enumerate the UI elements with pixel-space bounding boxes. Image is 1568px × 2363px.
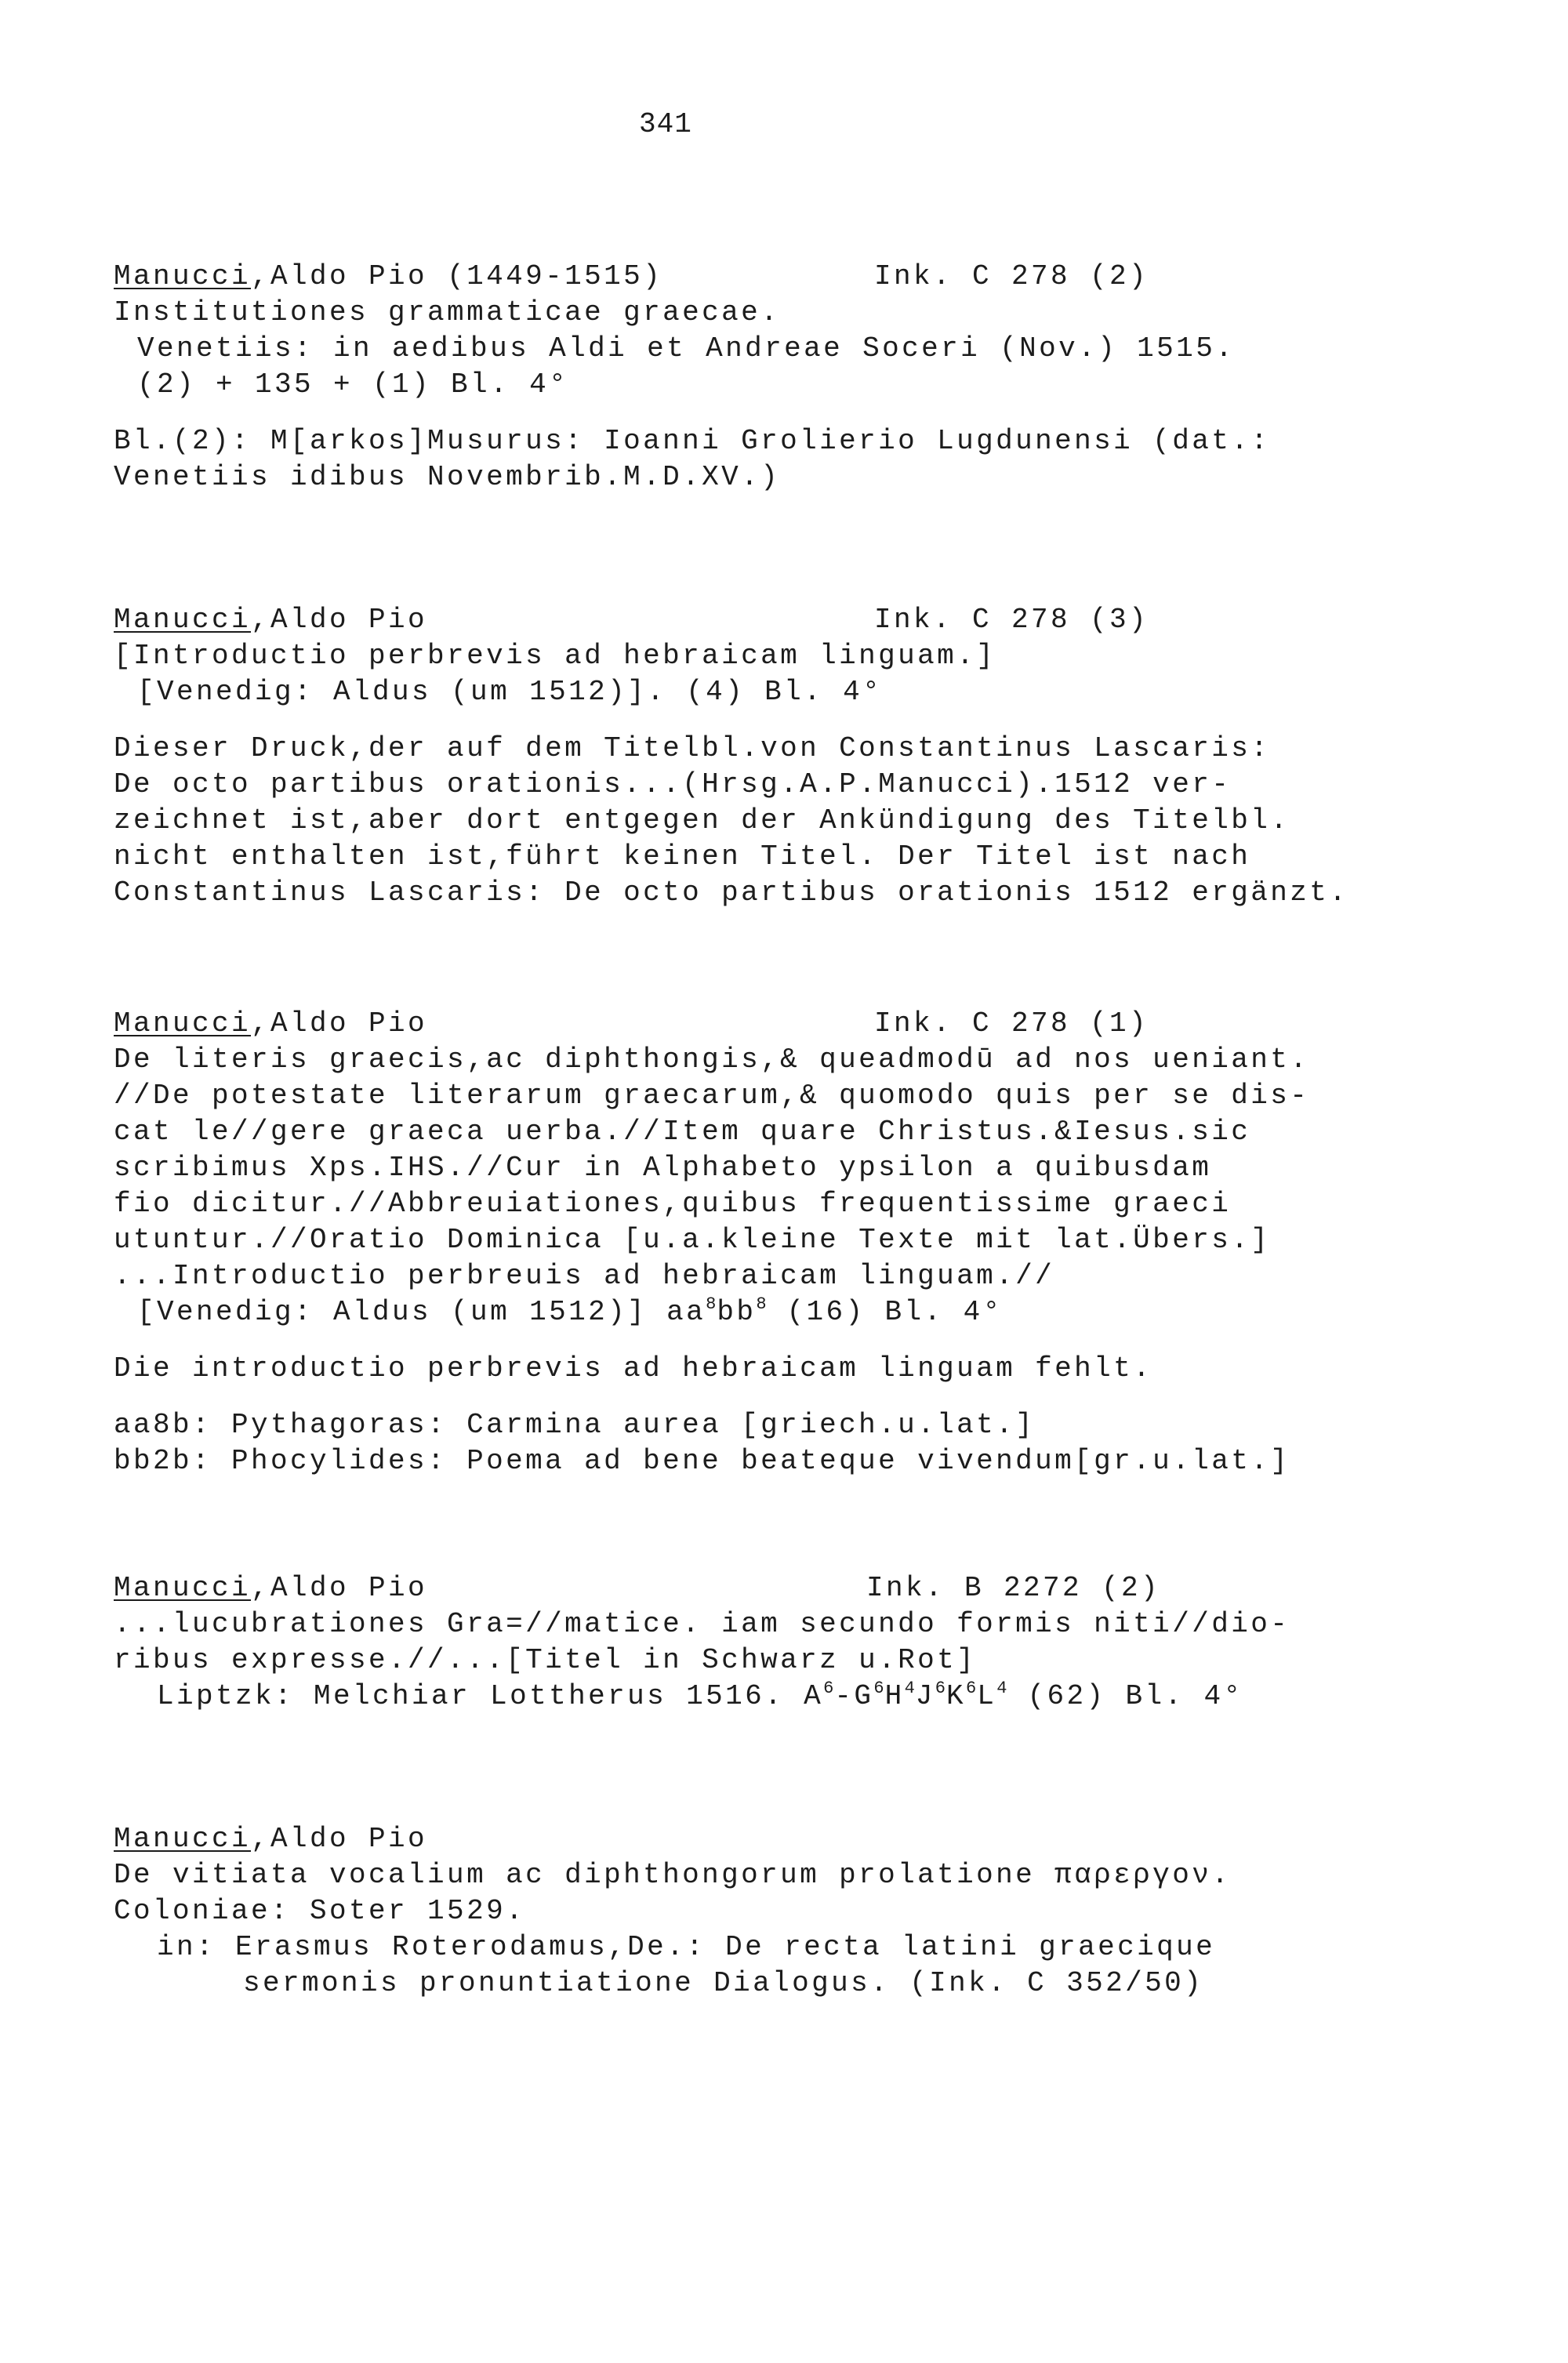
shelfmark: Ink. C 278 (3) <box>874 604 1149 636</box>
author-rest: ,Aldo Pio <box>251 604 428 636</box>
entry-heading <box>114 1006 1309 1042</box>
imprint-text: J <box>915 1680 935 1712</box>
signature-count: 6 <box>966 1679 978 1698</box>
contained-in-line: in: Erasmus Roterodamus,De.: De recta latini graecique <box>157 1931 1216 1963</box>
imprint-text: us 1516. A <box>627 1680 824 1712</box>
title-line: De literis graecis,ac diphthongis,& queadmodū ad nos ueniant. <box>114 1044 1310 1076</box>
note-line: De octo partibus orationis...(Hrsg.A.P.Manucci).1512 ver- <box>114 768 1232 800</box>
author-name: Manucci <box>114 1572 252 1604</box>
collation-line: (2) + 135 + (1) Bl. 4° <box>137 368 569 401</box>
note-line: Dieser Druck,der auf dem Titelbl.von Constantinus Lascaris: <box>114 732 1271 764</box>
title-line: [Introductio perbrevis ad hebraicam linguam.] <box>114 640 996 672</box>
author-name: Manucci <box>114 1823 252 1855</box>
catalog-entry <box>114 602 1348 911</box>
author-name: Manucci <box>114 1007 252 1040</box>
note-line: Bl.(2): M[arkos]Musurus: Ioanni Grolierio Lugdunensi (dat.: <box>114 425 1271 457</box>
title-line: scribimus Xps.IHS.//Cur in Alphabeto ypsilon a quibusdam <box>114 1152 1212 1184</box>
imprint-line: Coloniae: Soter 1529. <box>114 1895 526 1927</box>
catalog-entry <box>114 1570 1290 1715</box>
title-line: ...lucubrationes Gra=//matice. iam secundo formis niti//dio- <box>114 1608 1290 1640</box>
signature-count: 8 <box>756 1294 768 1314</box>
entry-heading <box>114 1570 1290 1606</box>
signature-count: 6 <box>935 1679 946 1698</box>
signature-count: 8 <box>706 1294 717 1314</box>
imprint-text: -G <box>834 1680 874 1712</box>
imprint-line <box>114 1679 1290 1715</box>
imprint-text: K <box>946 1680 967 1712</box>
contained-in-line: sermonis pronuntiatione Dialogus. (Ink. C 352/50) <box>243 1967 1204 1999</box>
shelfmark: Ink. B 2272 (2) <box>866 1572 1161 1604</box>
imprint-text: (62) Bl. 4° <box>1007 1680 1243 1712</box>
imprint-line: Venetiis: in aedibus Aldi et Andreae Soceri (Nov.) 1515. <box>137 332 1236 365</box>
imprint-text: Liptzk: Melchiar Lotther <box>157 1680 628 1712</box>
shelfmark: Ink. C 278 (2) <box>874 260 1149 292</box>
title-line: ...Introductio perbreuis ad hebraicam linguam.// <box>114 1260 1055 1292</box>
imprint-line <box>114 1294 1309 1330</box>
title-line: utuntur.//Oratio Dominica [u.a.kleine Texte mit lat.Übers.] <box>114 1224 1271 1256</box>
entry-heading <box>114 1821 1231 1857</box>
author-rest: ,Aldo Pio (1449-1515) <box>251 260 663 292</box>
author-name: Manucci <box>114 604 252 636</box>
catalog-entry <box>114 259 1270 495</box>
entry-heading <box>114 259 1270 295</box>
author-name: Manucci <box>114 260 252 292</box>
title-line: cat le//gere graeca uerba.//Item quare Christus.&Iesus.sic <box>114 1116 1251 1148</box>
title-line: Institutiones grammaticae graecae. <box>114 296 781 328</box>
signature-count: 6 <box>873 1679 885 1698</box>
imprint-text: L <box>977 1680 997 1712</box>
note-line: bb2b: Phocylides: Poema ad bene beateque vivendum[gr.u.lat.] <box>114 1445 1290 1477</box>
note-line: zeichnet ist,aber dort entgegen der Ankündigung des Titelbl. <box>114 804 1290 837</box>
note-line: aa8b: Pythagoras: Carmina aurea [griech.u.lat.] <box>114 1409 1036 1441</box>
note-line: Venetiis idibus Novembrib.M.D.XV.) <box>114 461 781 493</box>
imprint-text: [Venedig: Aldus (um 1512)] aa <box>137 1296 706 1328</box>
imprint-line: [Venedig: Aldus (um 1512)]. (4) Bl. 4° <box>137 676 883 708</box>
title-line: fio dicitur.//Abbreuiationes,quibus frequentissime graeci <box>114 1188 1232 1220</box>
signature-count: 4 <box>996 1679 1008 1698</box>
imprint-text: (16) Bl. 4° <box>767 1296 1003 1328</box>
note-line: Constantinus Lascaris: De octo partibus orationis 1512 ergänzt. <box>114 877 1349 909</box>
title-line: //De potestate literarum graecarum,& quomodo quis per se dis- <box>114 1080 1310 1112</box>
note-line: Die introductio perbrevis ad hebraicam linguam fehlt. <box>114 1352 1153 1385</box>
author-rest: ,Aldo Pio <box>251 1007 428 1040</box>
signature-count: 4 <box>904 1679 916 1698</box>
imprint-text: H <box>884 1680 905 1712</box>
catalog-entry <box>114 1821 1231 2002</box>
note-line: nicht enthalten ist,führt keinen Titel. Der Titel ist nach <box>114 840 1251 873</box>
title-line: ribus expresse.//...[Titel in Schwarz u.Rot] <box>114 1644 977 1676</box>
author-rest: ,Aldo Pio <box>251 1572 428 1604</box>
page-number: 341 <box>639 108 692 140</box>
shelfmark: Ink. C 278 (1) <box>874 1007 1149 1040</box>
catalog-entry <box>114 1006 1309 1479</box>
imprint-text: bb <box>717 1296 757 1328</box>
title-line: De vitiata vocalium ac diphthongorum prolatione παρεργον. <box>114 1859 1232 1891</box>
author-rest: ,Aldo Pio <box>251 1823 428 1855</box>
signature-count: 6 <box>823 1679 835 1698</box>
entry-heading <box>114 602 1348 638</box>
